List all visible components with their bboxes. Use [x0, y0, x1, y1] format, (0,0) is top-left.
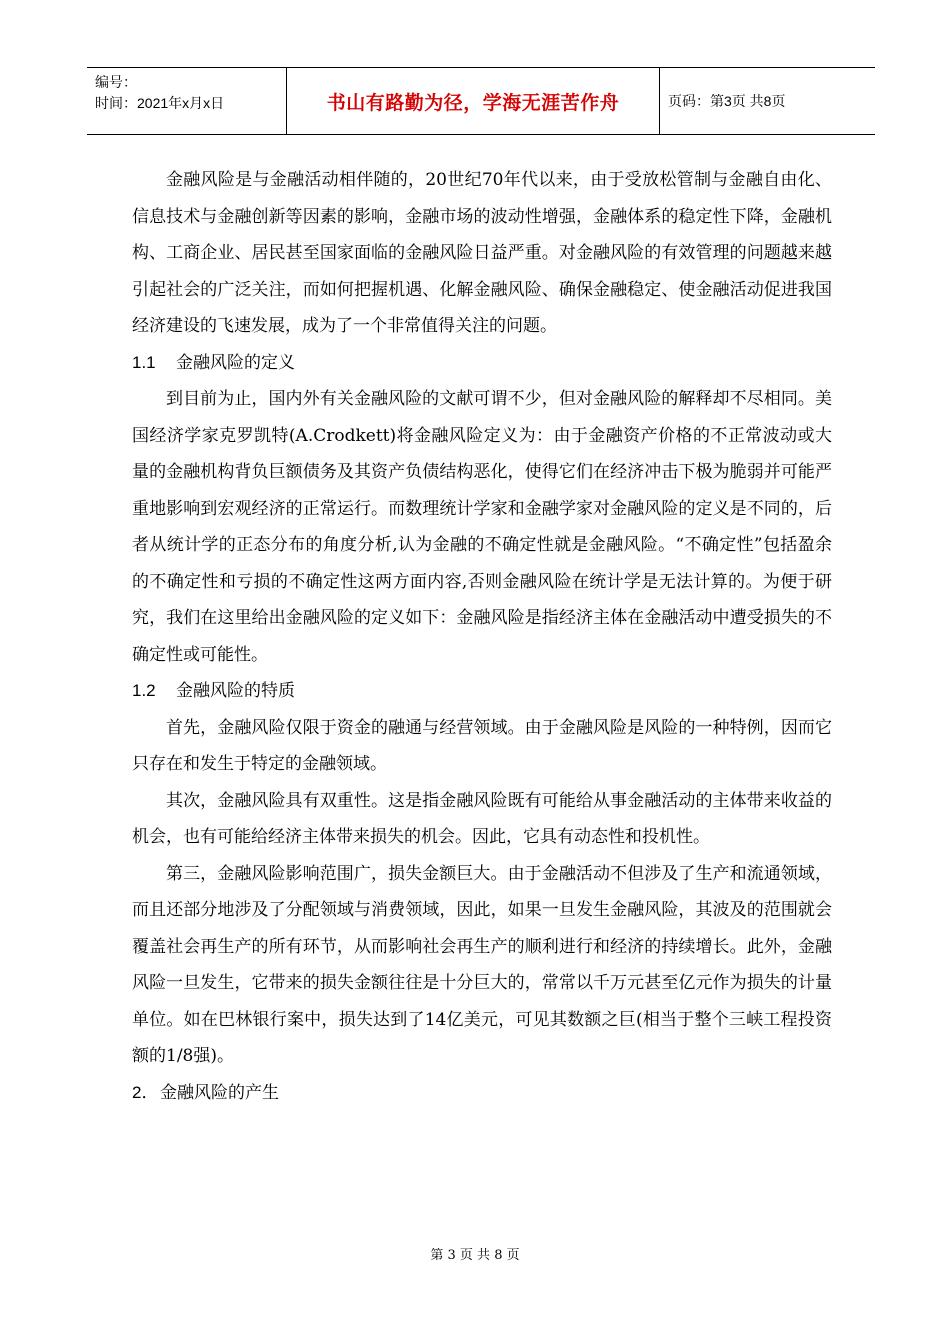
- paragraph-intro: 金融风险是与金融活动相伴随的，20世纪70年代以来，由于受放松管制与金融自由化、信息技术与金融创新等因素的影响，金融市场的波动性增强，金融体系的稳定性下降，金融机构、工商企业、居民甚至国家面临的金融风险日益严重。对金融风险的有效管理的问题越来越引起社会的广泛关注，而如何把握机遇、化解金融风险、确保金融稳定、使金融活动促进我国经济建设的飞速发展，成为了一个非常值得关注的问题。: [132, 170, 832, 336]
- section-heading-1-2: [132, 673, 832, 710]
- section-number: 1.2: [132, 681, 156, 700]
- section-title: 金融风险的产生: [160, 1082, 279, 1103]
- paragraph-definition: 到目前为止，国内外有关金融风险的文献可谓不少，但对金融风险的解释却不尽相同。美国经济学家克罗凯特(A.Crodkett)将金融风险定义为：由于金融资产价格的不正常波动或大量的金融机构背负巨额债务及其资产负债结构恶化，使得它们在经济冲击下极为脆弱并可能严重地影响到宏观经济的正常运行。而数理统计学家和金融学家对金融风险的定义是不同的，后者从统计学的正态分布的角度分析,认为金融的不确定性就是金融风险。“不确定性”包括盈余的不确定性和亏损的不确定性这两方面内容,否则金融风险在统计学是无法计算的。为便于研究，我们在这里给出金融风险的定义如下：金融风险是指经济主体在金融活动中遭受损失的不确定性或可能性。: [132, 389, 832, 665]
- document-body: [132, 162, 832, 1111]
- header-meta: [87, 68, 287, 134]
- paragraph-first: 首先，金融风险仅限于资金的融通与经营领域。由于金融风险是风险的一种特例，因而它只存在和发生于特定的金融领域。: [132, 717, 832, 774]
- section-heading-1-1: [132, 345, 832, 382]
- time-label: 时间：2021年x月x日: [95, 95, 225, 111]
- header-page-info: [660, 68, 875, 134]
- section-title: 金融风险的特质: [176, 681, 295, 701]
- header-motto-cell: [287, 68, 660, 134]
- section-number: 2．: [132, 1082, 159, 1102]
- section-title: 金融风险的定义: [176, 352, 295, 373]
- motto: 书山有路勤为径，学海无涯苦作舟: [326, 91, 620, 114]
- section-number: 1.1: [132, 352, 156, 372]
- page-footer: 第 3 页 共 8 页: [430, 1248, 520, 1263]
- section-heading-2: [132, 1075, 832, 1112]
- page-header: [87, 67, 875, 135]
- page-info: 页码：第3页 共8页: [668, 93, 786, 109]
- paragraph-third: 第三，金融风险影响范围广，损失金额巨大。由于金融活动不但涉及了生产和流通领域，而且还部分地涉及了分配领域与消费领域，因此，如果一旦发生金融风险，其波及的范围就会覆盖社会再生产的所有环节，从而影响社会再生产的顺利进行和经济的持续增长。此外，金融风险一旦发生，它带来的损失金额往往是十分巨大的，常常以千万元甚至亿元作为损失的计量单位。如在巴林银行案中，损失达到了14亿美元，可见其数额之巨(相当于整个三峡工程投资额的1/8强)。: [132, 863, 832, 1066]
- paragraph-second: 其次，金融风险具有双重性。这是指金融风险既有可能给从事金融活动的主体带来收益的机会，也有可能给经济主体带来损失的机会。因此，它具有动态性和投机性。: [132, 790, 832, 847]
- number-label: 编号：: [95, 74, 137, 90]
